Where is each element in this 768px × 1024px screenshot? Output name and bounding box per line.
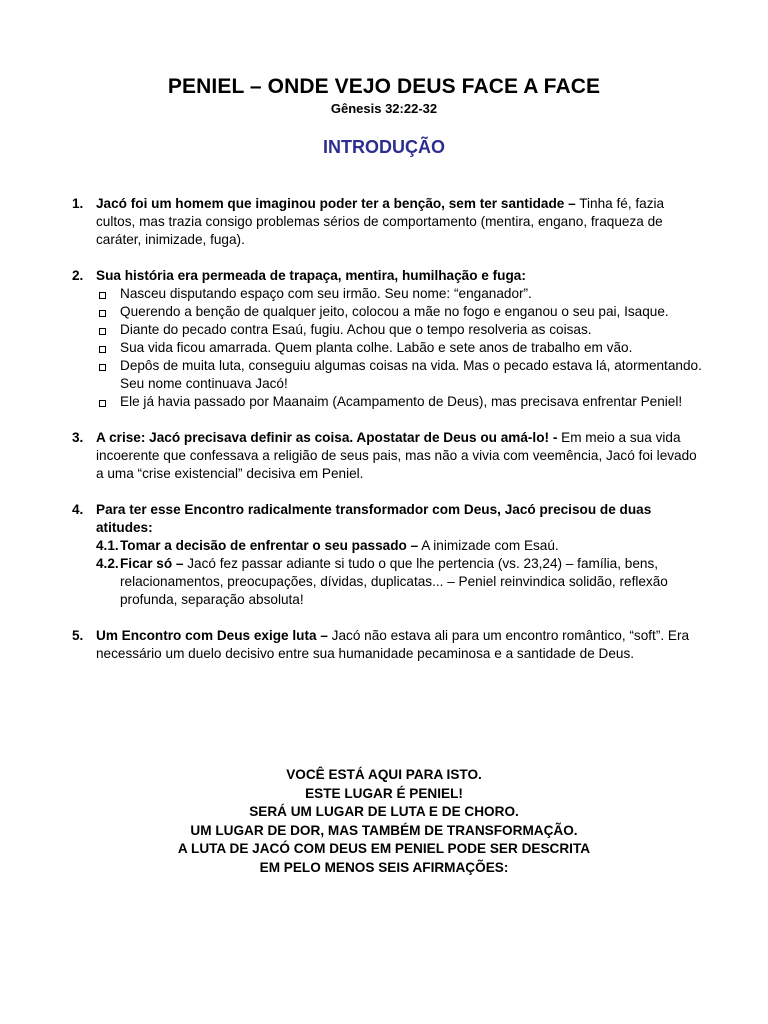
item-heading: A crise: Jacó precisava definir as coisa. Apostatar de Deus ou amá-lo! - xyxy=(96,430,558,445)
sub-item-text: Jacó fez passar adiante si tudo o que lhe pertencia (vs. 23,24) – família, bens, relacionamentos, preocupações, dívidas, duplicatas... – Peniel reinvindica solidão, reflexão profunda, separação absoluta! xyxy=(120,556,668,607)
sub-item-4-2 xyxy=(96,555,702,609)
closing-statement xyxy=(0,766,768,877)
bullet-item: Sua vida ficou amarrada. Quem planta colhe. Labão e sete anos de trabalho em vão. xyxy=(96,339,702,357)
bullet-list xyxy=(96,285,702,411)
closing-line: VOCÊ ESTÁ AQUI PARA ISTO. xyxy=(286,767,482,782)
item-number: 3. xyxy=(72,430,84,445)
square-bullet-icon xyxy=(99,328,106,335)
closing-line: UM LUGAR DE DOR, MAS TAMBÉM DE TRANSFORMAÇÃO. xyxy=(190,822,578,838)
closing-line: SERÁ UM LUGAR DE LUTA E DE CHORO. xyxy=(249,804,519,819)
numbered-list xyxy=(72,195,702,681)
sub-item-number: 4.1. xyxy=(96,538,119,553)
item-heading: Para ter esse Encontro radicalmente transformador com Deus, Jacó precisou de duas atitudes: xyxy=(96,502,652,535)
square-bullet-icon xyxy=(99,310,106,317)
square-bullet-icon xyxy=(99,346,106,353)
sub-item-heading: Ficar só – xyxy=(120,556,184,571)
closing-line: A LUTA DE JACÓ COM DEUS EM PENIEL PODE SER DESCRITA xyxy=(177,841,591,856)
item-number: 2. xyxy=(72,268,84,283)
item-heading: Um Encontro com Deus exige luta – xyxy=(96,628,328,643)
item-text: Jacó não estava ali para um encontro romântico, “soft”. Era necessário um duelo decisivo entre sua humanidade pecaminosa e a santidade de Deus. xyxy=(96,628,690,661)
bullet-item: Diante do pecado contra Esaú, fugiu. Achou que o tempo resolveria as coisas. xyxy=(96,321,702,339)
bullet-item: Depôs de muita luta, conseguiu algumas coisas na vida. Mas o pecado estava lá, atormentando. Seu nome continuava Jacó! xyxy=(96,357,702,393)
list-item-1 xyxy=(72,195,702,249)
bullet-item: Ele já havia passado por Maanaim (Acampamento de Deus), mas precisava enfrentar Peniel! xyxy=(96,393,702,411)
list-item-5 xyxy=(72,627,702,663)
square-bullet-icon xyxy=(99,364,106,371)
item-heading: Jacó foi um homem que imaginou poder ter a benção, sem ter santidade – xyxy=(96,196,576,211)
item-number: 5. xyxy=(72,628,84,643)
item-text: Tinha fé, fazia cultos, mas trazia consigo problemas sérios de comportamento (mentira, engano, fraqueza de caráter, inimizade, fuga). xyxy=(96,196,665,247)
square-bullet-icon xyxy=(99,400,106,407)
list-item-4 xyxy=(72,501,702,609)
bullet-item: Nasceu disputando espaço com seu irmão. Seu nome: “enganador”. xyxy=(96,285,702,303)
sub-item-text: A inimizade com Esaú. xyxy=(418,538,559,553)
page-title: PENIEL – ONDE VEJO DEUS FACE A FACE xyxy=(167,75,601,98)
item-heading: Sua história era permeada de trapaça, mentira, humilhação e fuga: xyxy=(96,268,526,283)
sub-item-heading: Tomar a decisão de enfrentar o seu passado – xyxy=(120,538,419,553)
sub-item-number: 4.2. xyxy=(96,556,119,571)
sub-item-4-1 xyxy=(96,537,702,555)
section-heading: INTRODUÇÃO xyxy=(323,137,445,157)
item-text: Em meio a sua vida incoerente que confessava a religião de seus pais, mas não a vivia com veemência, Jacó foi levado a uma “crise existencial” decisiva em Peniel. xyxy=(96,430,697,481)
item-number: 4. xyxy=(72,502,84,517)
item-number: 1. xyxy=(72,196,84,211)
scripture-reference: Gênesis 32:22-32 xyxy=(330,101,438,116)
closing-line: EM PELO MENOS SEIS AFIRMAÇÕES: xyxy=(259,859,509,875)
square-bullet-icon xyxy=(99,292,106,299)
list-item-3 xyxy=(72,429,702,483)
closing-line: ESTE LUGAR É PENIEL! xyxy=(305,785,463,801)
bullet-item: Querendo a benção de qualquer jeito, colocou a mãe no fogo e enganou o seu pai, Isaque. xyxy=(96,303,702,321)
list-item-2 xyxy=(72,267,702,411)
